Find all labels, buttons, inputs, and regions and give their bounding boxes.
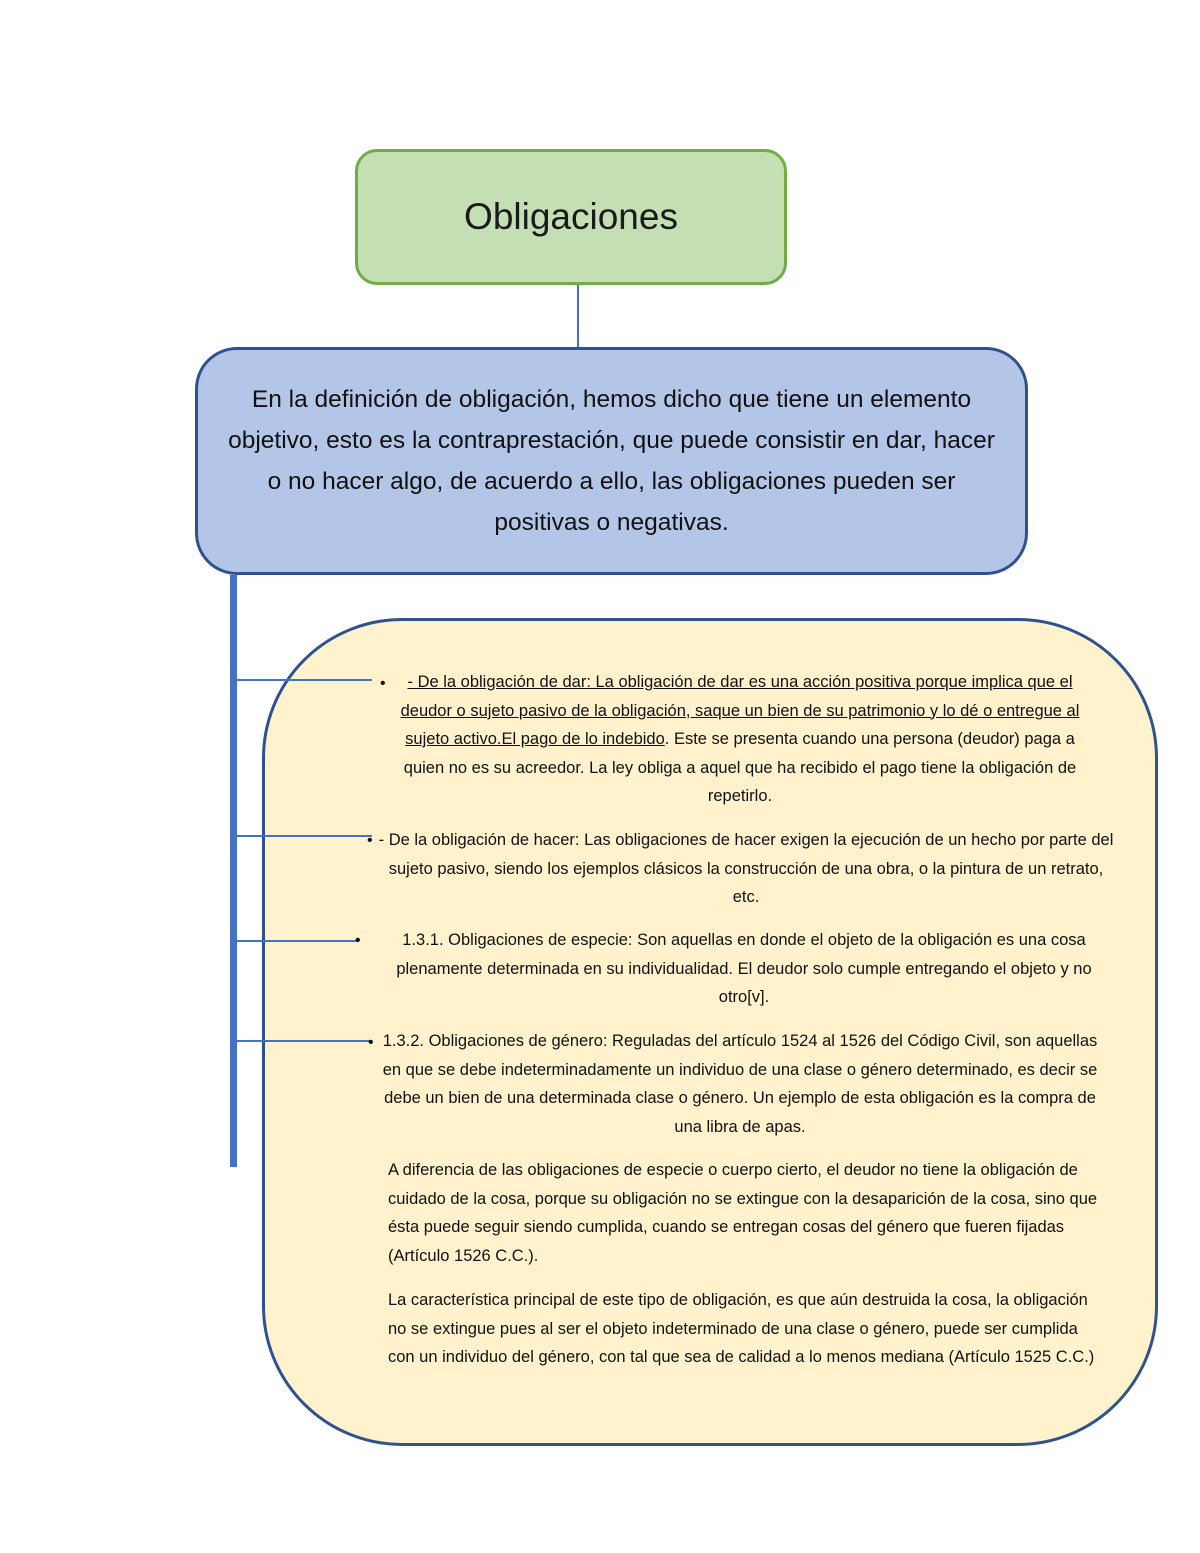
list-item-hacer: - De la obligación de hacer: Las obligaciones de hacer exigen la ejecución de un hecho por parte del sujeto pasivo, siendo los ejemplos clásicos la construcción de una obra, o la pintura de un retrato, etc. bbox=[378, 831, 1114, 906]
underlined-text: - De la obligación de dar: La obligación de dar es una acción positiva porque implica que el deudor o sujeto pasivo de la obligación, saque un bien de su patrimonio y lo dé o entregue al sujeto activo.El pago de lo indebido bbox=[400, 673, 1080, 748]
item-text: . Este se presenta cuando una persona (deudor) paga a quien no es su acreedor. La ley obliga a aquel que ha recibido el pago tiene la obligación de repetirlo. bbox=[403, 730, 1077, 805]
title-text: Obligaciones bbox=[464, 196, 678, 237]
bullet-2: • bbox=[367, 832, 373, 849]
list-item-especie: 1.3.1. Obligaciones de especie: Son aquellas en donde el objeto de la obligación es una cosa plenamente determinada en su individualidad. El deudor solo cumple entregando el objeto y no otro[v]. bbox=[396, 931, 1092, 1006]
definition-node bbox=[195, 347, 1028, 575]
list-item-dar bbox=[390, 668, 1090, 811]
list-item-genero: 1.3.2. Obligaciones de género: Reguladas del artículo 1524 al 1526 del Código Civil, son aquellas en que se debe indeterminadamente un individuo de una clase o género determinado, es decir se debe un bien de una determinada clase o género. Un ejemplo de esta obligación es la compra de una libra de apas. bbox=[382, 1032, 1098, 1136]
branch-connector-4 bbox=[237, 1040, 372, 1042]
connector-line bbox=[577, 285, 579, 347]
bullet-4: • bbox=[368, 1034, 374, 1051]
branch-connector-1 bbox=[237, 679, 372, 681]
paragraph-2: La característica principal de este tipo de obligación, es que aún destruida la cosa, la obligación no se extingue pues al ser el objeto indeterminado de una clase o género, puede ser cumplida con un individuo del género, con tal que sea de calidad a lo menos mediana (Artículo 1525 C.C.) bbox=[388, 1291, 1095, 1366]
bullet-3: • bbox=[355, 932, 361, 949]
definition-text: En la definición de obligación, hemos dicho que tiene un elemento objetivo, esto es la contraprestación, que puede consistir en dar, hacer o no hacer algo, de acuerdo a ello, las obligaciones pueden ser positivas o negativas. bbox=[228, 386, 995, 536]
branch-connector-3 bbox=[237, 940, 359, 942]
paragraph-1: A diferencia de las obligaciones de especie o cuerpo cierto, el deudor no tiene la obligación de cuidado de la cosa, porque su obligación no se extingue con la desaparición de la cosa, sino que ésta puede seguir siendo cumplida, cuando se entregan cosas del género que fueren fijadas (Artículo 1526 C.C.). bbox=[388, 1161, 1098, 1265]
vertical-connector bbox=[230, 575, 237, 1167]
branch-connector-2 bbox=[237, 835, 372, 837]
bullet-1: • bbox=[380, 675, 386, 692]
title-node bbox=[355, 149, 787, 285]
